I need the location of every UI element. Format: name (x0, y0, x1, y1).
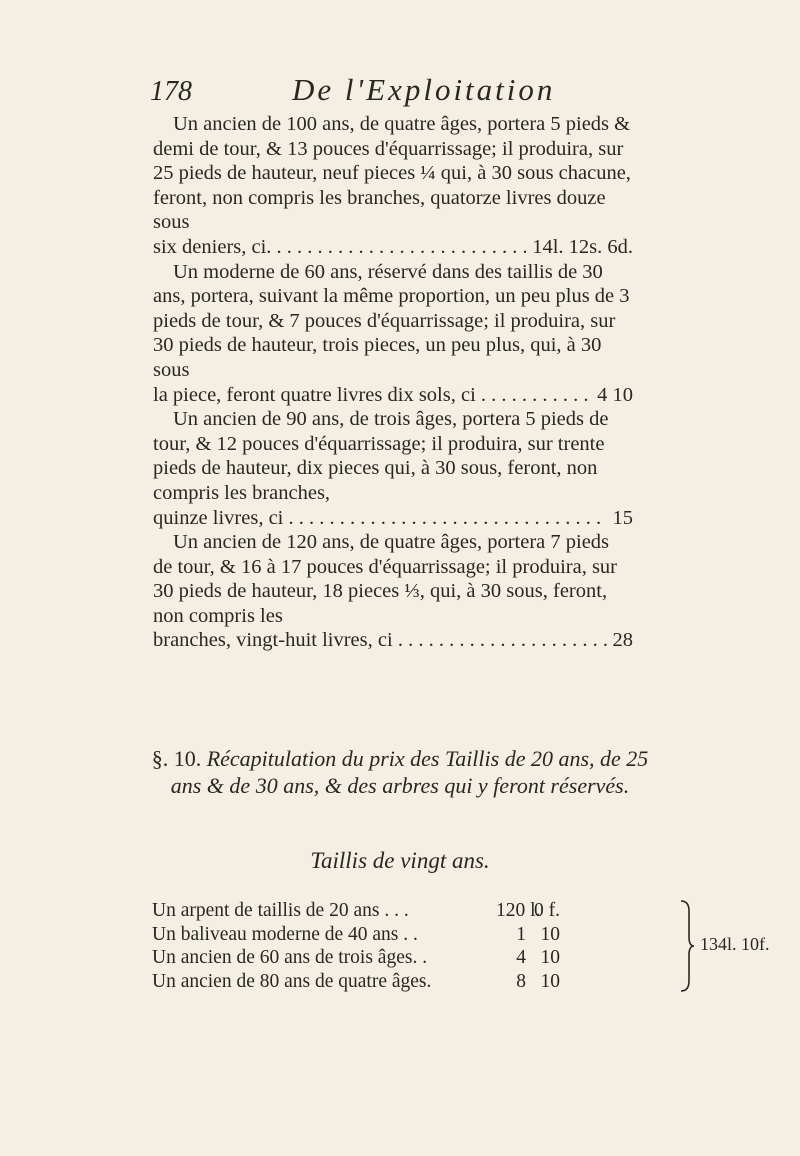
recap-label: Un arpent de taillis de 20 ans . . . (152, 900, 409, 921)
entry-2 (153, 260, 633, 408)
entry-price: 14l. 12s. 6d. (532, 235, 633, 258)
entry-last-line: branches, vingt-huit livres, ci . . . (153, 628, 607, 653)
entry-price: 28 (612, 629, 633, 652)
entry-3 (153, 407, 633, 530)
recap-total: 134l. 10f. (700, 934, 770, 954)
curly-brace-icon (678, 899, 696, 993)
entry-price: 4 10 (597, 383, 633, 406)
running-title: De l'Exploitation (292, 72, 556, 107)
recap-row (152, 946, 652, 970)
entry-text: Un ancien de 100 ans, de quatre âges, portera 5 pieds & demi de tour, & 13 pouces d'équarrissage; il produira, sur 25 pieds de hauteur, neuf pieces ¼ qui, à 30 sous chacune, feront, non compris les branches, quatorze livres douze sous (153, 113, 631, 234)
recap-sous: 10 (540, 947, 560, 968)
section-number: §. 10. (151, 746, 202, 771)
entries-block (153, 112, 633, 653)
entry-4 (153, 530, 633, 653)
recap-label: Un baliveau moderne de 40 ans . . (152, 923, 418, 945)
entry-last-line: quinze livres, ci . . . (153, 506, 607, 531)
recap-sous: 10 (540, 923, 560, 945)
recap-row (152, 923, 652, 947)
recap-livres: 4 (516, 947, 526, 968)
entry-last-line: la piece, feront quatre livres dix sols, ci . . . (153, 383, 591, 408)
entry-price: 15 (612, 506, 633, 529)
recap-livres: 120 l. (496, 900, 541, 921)
section-heading (150, 745, 650, 799)
entry-1 (153, 112, 633, 260)
section-title: Récapitulation du prix des Taillis de 20 ans, de 25 ans & de 30 ans, & des arbres qui y feront réservés. (170, 746, 649, 798)
entry-text: Un moderne de 60 ans, réservé dans des taillis de 30 ans, portera, suivant la même proportion, un peu plus de 3 pieds de tour, & 7 pouces d'équarrissage; il produira, sur 30 pieds de hauteur, trois pieces, un peu plus, qui, à 30 sous (153, 260, 630, 381)
recap-table (152, 899, 652, 993)
page-number: 178 (150, 76, 192, 107)
entry-text: Un ancien de 120 ans, de quatre âges, portera 7 pieds de tour, & 16 à 17 pouces d'équarrissage; il produira, sur 30 pieds de hauteur, 18 pieces ⅓, qui, à 30 sous, feront, non compris les (153, 531, 618, 627)
recap-sous: 0 f. (534, 900, 560, 921)
recap-sous: 10 (540, 970, 560, 992)
entry-text: Un ancien de 90 ans, de trois âges, portera 5 pieds de tour, & 12 pouces d'équarrissage; il produira, sur trente pieds de hauteur, dix pieces qui, à 30 sous, feront, non compris les branches, (153, 408, 609, 504)
recap-livres: 1 (516, 923, 526, 945)
entry-last-line: six deniers, ci. . . . (153, 235, 526, 260)
recap-label: Un ancien de 60 ans de trois âges. . (152, 947, 428, 968)
recap-row (152, 899, 652, 923)
recap-label: Un ancien de 80 ans de quatre âges. (152, 970, 432, 992)
subheading: Taillis de vingt ans. (310, 848, 490, 873)
running-header (150, 68, 630, 108)
recap-row (152, 970, 652, 994)
recap-livres: 8 (516, 970, 526, 992)
